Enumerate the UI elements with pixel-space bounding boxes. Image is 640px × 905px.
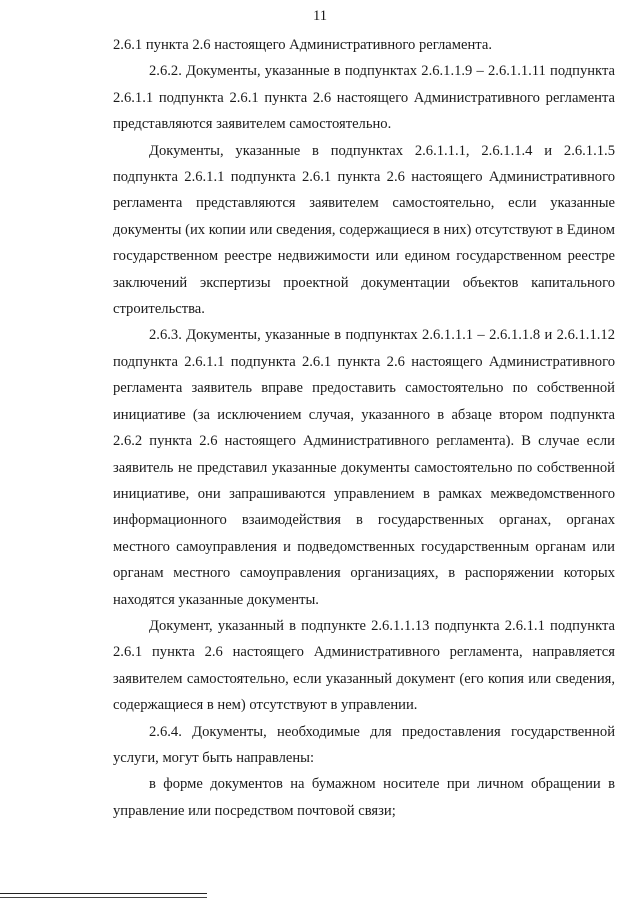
paragraph-documents-self-submitted: Документы, указанные в подпунктах 2.6.1.1.1, 2.6.1.1.4 и 2.6.1.1.5 подпункта 2.6.1.1 подпункта 2.6.1 пункта 2.6 настоящего Административного регламента представляются заявителем самостоятельно, если указанные документы (их копии или сведения, содержащиеся в них) отсутствуют в Едином государственном реестре недвижимости или едином государственном реестре заключений экспертизы проектной документации объектов капитального строительства. xyxy=(113,142,615,318)
footer-divider xyxy=(0,893,207,894)
paragraph-continuation: 2.6.1 пункта 2.6 настоящего Административного регламента. xyxy=(113,37,492,53)
paragraph-2-6-2: 2.6.2. Документы, указанные в подпунктах 2.6.1.1.9 – 2.6.1.1.11 подпункта 2.6.1.1 подпункта 2.6.1 пункта 2.6 настоящего Административного регламента представляются заявителем самостоятельно. xyxy=(113,63,615,133)
paragraph-paper-form: в форме документов на бумажном носителе при личном обращении в управление или посредством почтовой связи; xyxy=(113,776,615,819)
footer-divider-secondary xyxy=(0,897,207,898)
document-body xyxy=(113,32,615,824)
paragraph-document-2-6-1-1-13: Документ, указанный в подпункте 2.6.1.1.13 подпункта 2.6.1.1 подпункта 2.6.1 пункта 2.6 настоящего Административного регламента, направляется заявителем самостоятельно, если указанный документ (его копия или сведения, содержащиеся в нем) отсутствуют в управлении. xyxy=(113,617,615,714)
paragraph-2-6-4: 2.6.4. Документы, необходимые для предоставления государственной услуги, могут быть направлены: xyxy=(113,723,615,766)
page-number: 11 xyxy=(312,8,328,24)
paragraph-2-6-3: 2.6.3. Документы, указанные в подпунктах 2.6.1.1.1 – 2.6.1.1.8 и 2.6.1.1.12 подпункта 2.6.1.1 подпункта 2.6.1 пункта 2.6 настоящего Административного регламента заявитель вправе предоставить самостоятельно по собственной инициативе (за исключением случая, указанного в абзаце втором подпункта 2.6.2 пункта 2.6 настоящего Административного регламента). В случае если заявитель не представил указанные документы самостоятельно по собственной инициативе, они запрашиваются управлением в рамках межведомственного информационного взаимодействия в государственных органах, органах местного самоуправления и подведомственных государственным органам или органам местного самоуправления организациях, в распоряжении которых находятся указанные документы. xyxy=(113,327,615,608)
